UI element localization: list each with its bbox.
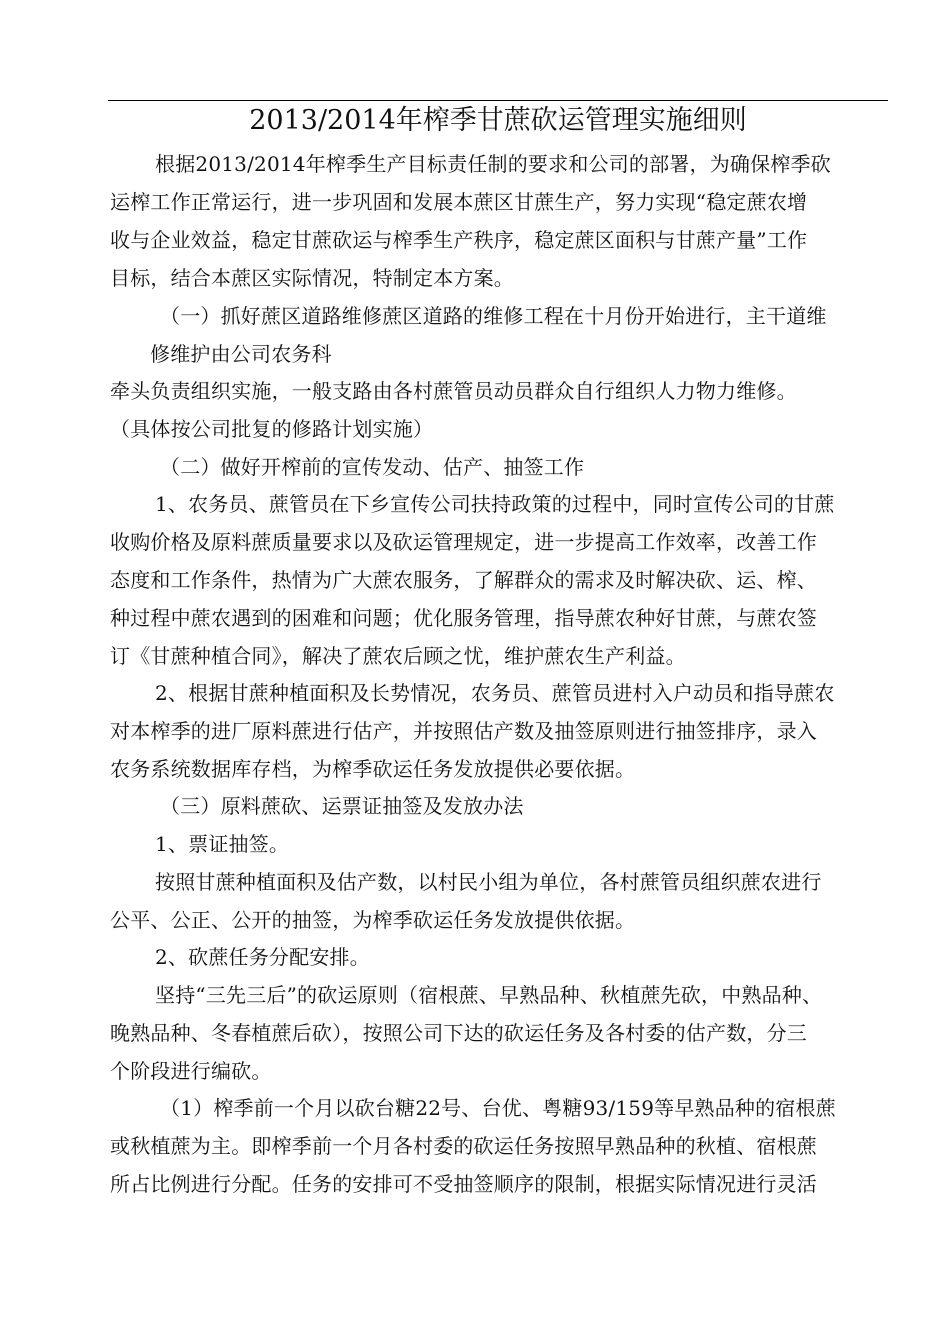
document-title: 2013/2014年榨季甘蔗砍运管理实施细则	[249, 105, 747, 136]
text-line: 牵头负责组织实施，一般支路由各村蔗管员动员群众自行组织人力物力维修。	[110, 379, 797, 403]
text-line: 坚持“三先三后”的砍运原则（宿根蔗、早熟品种、秋植蔗先砍，中熟品种、	[155, 983, 823, 1007]
text-line: 根据2013/2014年榨季生产目标责任制的要求和公司的部署，为确保榨季砍	[155, 152, 831, 176]
text-line: 收购价格及原料蔗质量要求以及砍运管理规定，进一步提高工作效率，改善工作	[110, 530, 817, 554]
text-line: 态度和工作条件，热情为广大蔗农服务，了解群众的需求及时解决砍、运、榨、	[110, 568, 817, 592]
text-line: 目标，结合本蔗区实际情况，特制定本方案。	[110, 266, 514, 290]
text-line: 收与企业效益，稳定甘蔗砍运与榨季生产秩序，稳定蔗区面积与甘蔗产量”工作	[110, 228, 808, 252]
text-line: 修维护由公司农务科	[150, 342, 332, 366]
text-line: 2、砍蔗任务分配安排。	[155, 945, 370, 969]
text-line: 公平、公正、公开的抽签，为榨季砍运任务发放提供依据。	[110, 908, 636, 932]
text-line: （具体按公司批复的修路计划实施）	[110, 417, 434, 441]
text-line: 运榨工作正常运行，进一步巩固和发展本蔗区甘蔗生产，努力实现“稳定蔗农增	[110, 190, 808, 214]
text-line: 种过程中蔗农遇到的困难和问题；优化服务管理，指导蔗农种好甘蔗，与蔗农签	[110, 606, 817, 630]
text-line: （一）抓好蔗区道路维修蔗区道路的维修工程在十月份开始进行，主干道维	[160, 304, 827, 328]
text-line: 或秋植蔗为主。即榨季前一个月各村委的砍运任务按照早熟品种的秋植、宿根蔗	[110, 1134, 817, 1158]
text-line: 1、票证抽签。	[155, 832, 290, 856]
header-rule	[108, 100, 888, 101]
text-line: （三）原料蔗砍、运票证抽签及发放办法	[160, 794, 524, 818]
text-line: 订《甘蔗种植合同》，解决了蔗农后顾之忧，维护蔗农生产利益。	[110, 644, 686, 668]
text-line: （二）做好开榨前的宣传发动、估产、抽签工作	[160, 455, 585, 479]
text-line: 农务系统数据库存档，为榨季砍运任务发放提供必要依据。	[110, 757, 636, 781]
text-line: （1）榨季前一个月以砍台糖22号、台优、粤糖93/159等早熟品种的宿根蔗	[160, 1096, 836, 1120]
text-line: 2、根据甘蔗种植面积及长势情况，农务员、蔗管员进村入户动员和指导蔗农	[155, 681, 835, 705]
text-line: 对本榨季的进厂原料蔗进行估产，并按照估产数及抽签原则进行抽签排序，录入	[110, 719, 817, 743]
text-line: 按照甘蔗种植面积及估产数，以村民小组为单位，各村蔗管员组织蔗农进行	[155, 870, 822, 894]
text-line: 1、农务员、蔗管员在下乡宣传公司扶持政策的过程中，同时宣传公司的甘蔗	[155, 492, 835, 516]
text-line: 所占比例进行分配。任务的安排可不受抽签顺序的限制，根据实际情况进行灵活	[110, 1172, 817, 1196]
text-line: 个阶段进行编砍。	[110, 1059, 272, 1083]
text-line: 晚熟品种、冬春植蔗后砍），按照公司下达的砍运任务及各村委的估产数，分三	[110, 1021, 807, 1045]
